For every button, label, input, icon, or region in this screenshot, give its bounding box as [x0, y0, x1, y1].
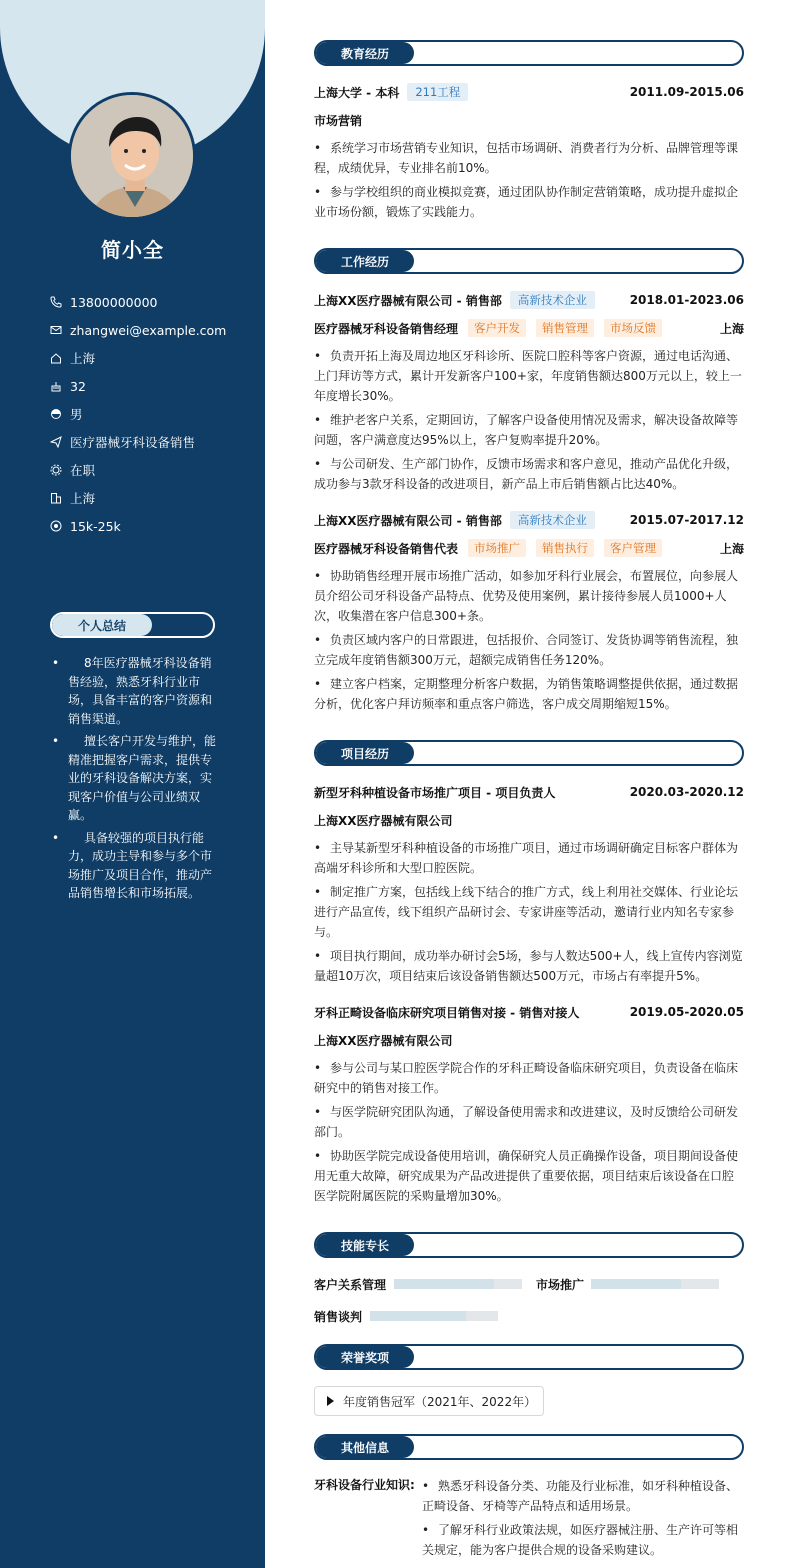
other-label: 牙科设备行业知识: — [314, 1478, 415, 1492]
awards-title-text: 荣誉奖项 — [340, 1351, 389, 1365]
info-email — [50, 316, 255, 344]
projects-section-title — [314, 740, 744, 766]
skill-name: 市场推广 — [536, 1278, 585, 1292]
job-header — [314, 510, 744, 530]
phone-icon — [50, 296, 62, 308]
gender-text: 男 — [70, 407, 83, 422]
projects-title-text: 项目经历 — [340, 747, 389, 761]
other-section-title — [314, 1434, 744, 1460]
phone-text: 13800000000 — [70, 294, 158, 310]
email-text: zhangwei@example.com — [70, 322, 227, 338]
avatar-photo-icon — [71, 95, 196, 220]
project-name: 新型牙科种植设备市场推广项目 - 项目负责人 — [314, 785, 556, 800]
info-phone — [50, 288, 255, 316]
job-role: 医疗器械牙科设备销售代表 — [314, 541, 459, 556]
age-icon — [50, 380, 62, 392]
sidebar — [0, 0, 265, 1568]
summary-item: • 擅长客户开发与维护，能精准把握客户需求，提供专业的牙科设备解决方案，实现客户价值与公司业绩双赢。 — [68, 732, 218, 825]
summary-item: • 8年医疗器械牙科设备销售经验，熟悉牙科行业市场，具备丰富的客户资源和销售渠道。 — [68, 654, 218, 728]
project-list — [314, 1058, 744, 1210]
info-position — [50, 428, 255, 456]
status-icon — [50, 464, 62, 476]
target-city-text: 上海 — [70, 491, 96, 506]
salary-text: 15k-25k — [70, 518, 121, 534]
list-item: • 与医学院研究团队沟通，了解设备使用需求和改进建议，及时反馈给公司研发部门。 — [314, 1102, 744, 1142]
other-title-text: 其他信息 — [340, 1441, 389, 1455]
list-item: • 协助医学院完成设备使用培训，确保研究人员正确操作设备，项目期间设备使用无重大故障，研究成果为产品改进提供了重要依据，项目结束后该设备在口腔医学院附属医院的采购量增加30%。 — [314, 1146, 744, 1206]
contact-info-list — [50, 288, 255, 540]
list-item: • 项目执行期间，成功举办研讨会5场，参与人数达500+人，线上宣传内容浏览量超10万次，项目结束后该设备销售额达500万元，市场占有率提升5%。 — [314, 946, 744, 986]
job-role-row — [314, 318, 744, 338]
list-item: • 系统学习市场营销专业知识，包括市场调研、消费者行为分析、品牌管理等课程，成绩优异，专业排名前10%。 — [314, 138, 744, 178]
job-tag: 销售管理 — [536, 319, 594, 337]
job-duty-list — [314, 346, 744, 498]
list-item: • 主导某新型牙科种植设备的市场推广项目，通过市场调研确定目标客户群体为高端牙科诊所和大型口腔医院。 — [314, 838, 744, 878]
age-text: 32 — [70, 378, 86, 394]
education-section-title — [314, 40, 744, 66]
gender-icon — [50, 408, 62, 420]
job-period: 2018.01-2023.06 — [629, 293, 744, 307]
job-city: 上海 — [719, 541, 744, 556]
job-tag: 客户开发 — [468, 319, 526, 337]
project-period: 2020.03-2020.12 — [629, 785, 744, 799]
mail-icon — [50, 324, 62, 336]
info-status — [50, 456, 255, 484]
project-list — [314, 838, 744, 990]
awards-section-title — [314, 1344, 744, 1370]
job-role: 医疗器械牙科设备销售经理 — [314, 321, 459, 336]
list-item: • 参与公司与某口腔医学院合作的牙科正畸设备临床研究项目，负责设备在临床研究中的销售对接工作。 — [314, 1058, 744, 1098]
project-org-text: 上海XX医疗器械有限公司 — [314, 813, 453, 828]
education-period: 2011.09-2015.06 — [629, 85, 744, 99]
list-item: • 负责开拓上海及周边地区牙科诊所、医院口腔科等客户资源，通过电话沟通、上门拜访等方式，累计开发新客户100+家，年度销售额达800万元以上，较上一年度增长30%。 — [314, 346, 744, 406]
triangle-right-icon — [327, 1396, 334, 1406]
send-icon — [50, 436, 62, 448]
list-item: • 熟悉牙科设备分类、功能及行业标准，如牙科种植设备、正畸设备、牙椅等产品特点和适用场景。 — [422, 1476, 744, 1516]
project-header — [314, 782, 744, 802]
job-tag: 客户管理 — [604, 539, 662, 557]
project-header — [314, 1002, 744, 1022]
job-tag: 销售执行 — [536, 539, 594, 557]
job-tag: 市场反馈 — [604, 319, 662, 337]
project-org — [314, 1030, 744, 1050]
school-name: 上海大学 - 本科 — [314, 85, 400, 100]
skill-level — [394, 1279, 494, 1289]
building-icon — [50, 492, 62, 504]
work-section-title — [314, 248, 744, 274]
skill-name: 销售谈判 — [314, 1310, 363, 1324]
skill-name: 客户关系管理 — [314, 1278, 387, 1292]
info-location — [50, 344, 255, 372]
skill-level — [370, 1311, 466, 1321]
project-period: 2019.05-2020.05 — [629, 1005, 744, 1019]
major-text: 市场营销 — [314, 113, 363, 128]
summary-list — [68, 654, 218, 907]
info-salary — [50, 512, 255, 540]
status-text: 在职 — [70, 463, 96, 478]
company-name: 上海XX医疗器械有限公司 - 销售部 — [314, 513, 502, 528]
company-tag: 高新技术企业 — [510, 291, 595, 309]
company-tag: 高新技术企业 — [510, 511, 595, 529]
other-list — [422, 1476, 744, 1564]
salary-icon — [50, 520, 62, 532]
list-item: • 与公司研发、生产部门协作，反馈市场需求和客户意见，推动产品优化升级，成功参与3款牙科设备的改进项目，新产品上市后销售额占比达40%。 — [314, 454, 744, 494]
list-item: • 制定推广方案，包括线上线下结合的推广方式，线上利用社交媒体、行业论坛进行产品宣传，线下组织产品研讨会、专家讲座等活动，邀请行业内知名专家参与。 — [314, 882, 744, 942]
project-name: 牙科正畸设备临床研究项目销售对接 - 销售对接人 — [314, 1005, 580, 1020]
position-text: 医疗器械牙科设备销售 — [70, 435, 196, 450]
education-header — [314, 82, 744, 102]
skill-bar — [591, 1279, 719, 1289]
list-item: • 了解牙科行业政策法规，如医疗器械注册、生产许可等相关规定，能为客户提供合规的设备采购建议。 — [422, 1520, 744, 1560]
job-duty-list — [314, 566, 744, 718]
project-org — [314, 810, 744, 830]
project-org-text: 上海XX医疗器械有限公司 — [314, 1033, 453, 1048]
skill-bar — [370, 1311, 498, 1321]
award-item[interactable] — [314, 1386, 544, 1416]
education-list — [314, 138, 744, 226]
info-gender — [50, 400, 255, 428]
job-role-row — [314, 538, 744, 558]
award-text: 年度销售冠军（2021年、2022年） — [343, 1394, 537, 1409]
job-period: 2015.07-2017.12 — [629, 513, 744, 527]
list-item: • 协助销售经理开展市场推广活动，如参加牙科行业展会，布置展位，向参展人员介绍公司牙科设备产品特点、优势及使用案例，累计接待参展人员1000+人次，收集潜在客户信息300+条。 — [314, 566, 744, 626]
list-item: • 参与学校组织的商业模拟竞赛，通过团队协作制定营销策略，成功提升虚拟企业市场份额，锻炼了实践能力。 — [314, 182, 744, 222]
skills-title-text: 技能专长 — [340, 1239, 389, 1253]
skill-bar — [394, 1279, 522, 1289]
job-tag: 市场推广 — [468, 539, 526, 557]
education-title-text: 教育经历 — [340, 47, 389, 61]
home-icon — [50, 352, 62, 364]
list-item: • 建立客户档案，定期整理分析客户数据，为销售策略调整提供依据，通过数据分析，优化客户拜访频率和重点客户筛选，客户成交周期缩短15%。 — [314, 674, 744, 714]
list-item: • 维护老客户关系，定期回访，了解客户设备使用情况及需求，解决设备故障等问题，客户满意度达95%以上，客户复购率提升20%。 — [314, 410, 744, 450]
school-tag: 211工程 — [407, 83, 468, 101]
skills-section-title — [314, 1232, 744, 1258]
education-major — [314, 110, 744, 130]
job-city: 上海 — [719, 321, 744, 336]
summary-title-text: 个人总结 — [77, 619, 126, 633]
summary-section-title — [50, 612, 215, 638]
avatar — [68, 92, 196, 220]
profile-name: 简小全 — [101, 238, 164, 262]
list-item: • 负责区域内客户的日常跟进，包括报价、合同签订、发货协调等销售流程，独立完成年度销售额300万元，超额完成销售任务120%。 — [314, 630, 744, 670]
work-title-text: 工作经历 — [340, 255, 389, 269]
company-name: 上海XX医疗器械有限公司 - 销售部 — [314, 293, 502, 308]
info-target-city — [50, 484, 255, 512]
job-header — [314, 290, 744, 310]
skill-level — [591, 1279, 681, 1289]
location-text: 上海 — [70, 351, 96, 366]
summary-item: • 具备较强的项目执行能力，成功主导和参与多个市场推广及项目合作，推动产品销售增长和市场拓展。 — [68, 829, 218, 903]
info-age — [50, 372, 255, 400]
